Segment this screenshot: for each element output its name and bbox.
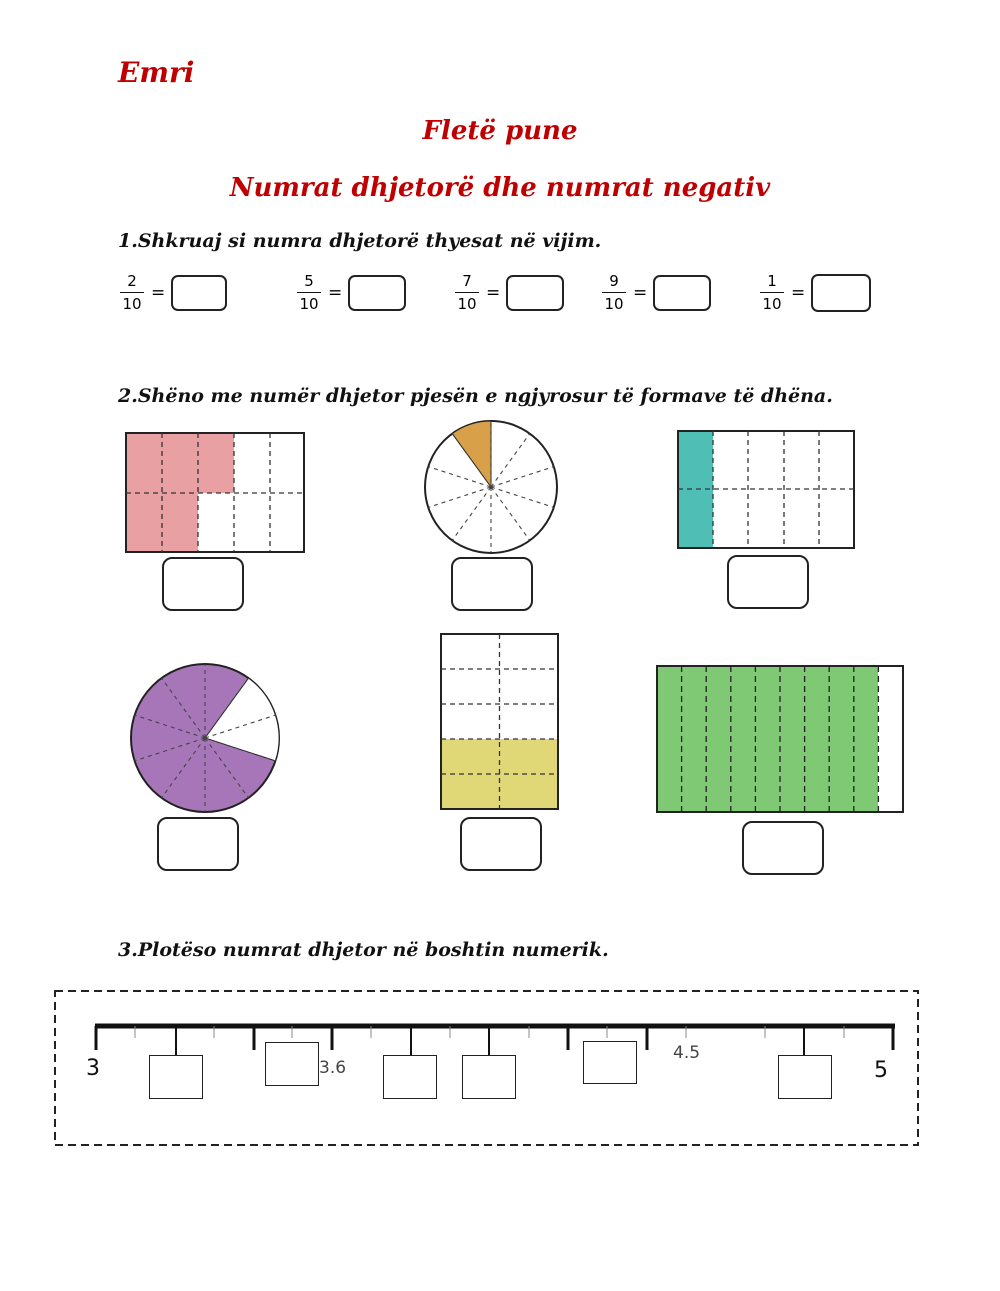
answer-box[interactable] — [727, 555, 809, 609]
worksheet-subtitle: Numrat dhjetorë dhe numrat negativ — [229, 173, 771, 203]
shape-circle-purple — [131, 664, 279, 812]
denominator: 10 — [762, 295, 782, 313]
number-line-answer-box[interactable] — [265, 1042, 319, 1086]
numerator: 1 — [767, 272, 777, 290]
task3-instruction: 3.Plotëso numrat dhjetor në boshtin numerik. — [118, 939, 609, 961]
denominator: 10 — [122, 295, 142, 313]
shape-rect-teal — [678, 431, 854, 548]
equals-sign: = — [486, 282, 501, 303]
worksheet-title: Fletë pune — [422, 116, 578, 146]
number-line-answer-box[interactable] — [583, 1041, 637, 1084]
number-line-given-label: 3.6 — [319, 1058, 347, 1078]
equals-sign: = — [151, 282, 166, 303]
denominator: 10 — [457, 295, 477, 313]
number-line-answer-box[interactable] — [462, 1055, 516, 1099]
task2-instruction: 2.Shëno me numër dhjetor pjesën e ngjyrosur të formave të dhëna. — [118, 385, 833, 407]
answer-box[interactable] — [742, 821, 824, 875]
answer-box[interactable] — [451, 557, 533, 611]
shape-circle-orange — [425, 421, 557, 553]
numerator: 7 — [462, 272, 472, 290]
number-line-given-label: 4.5 — [673, 1043, 701, 1063]
number-line-start-label: 3 — [86, 1056, 100, 1081]
number-line-answer-box[interactable] — [149, 1055, 203, 1099]
shape-rect-yellow — [441, 634, 558, 809]
answer-box[interactable] — [162, 557, 244, 611]
denominator: 10 — [299, 295, 319, 313]
answer-box[interactable] — [157, 817, 239, 871]
shape-rect-pink — [126, 433, 304, 552]
numerator: 5 — [304, 272, 314, 290]
equals-sign: = — [791, 282, 806, 303]
answer-box[interactable] — [460, 817, 542, 871]
equals-sign: = — [633, 282, 648, 303]
shape-rect-green — [657, 666, 903, 812]
numerator: 9 — [609, 272, 619, 290]
numerator: 2 — [127, 272, 137, 290]
denominator: 10 — [604, 295, 624, 313]
task1-instruction: 1.Shkruaj si numra dhjetorë thyesat në vijim. — [118, 230, 602, 252]
number-line-end-label: 5 — [874, 1058, 888, 1083]
number-line-answer-box[interactable] — [383, 1055, 437, 1099]
number-line-answer-box[interactable] — [778, 1055, 832, 1099]
equals-sign: = — [328, 282, 343, 303]
name-label: Emri — [118, 56, 195, 89]
